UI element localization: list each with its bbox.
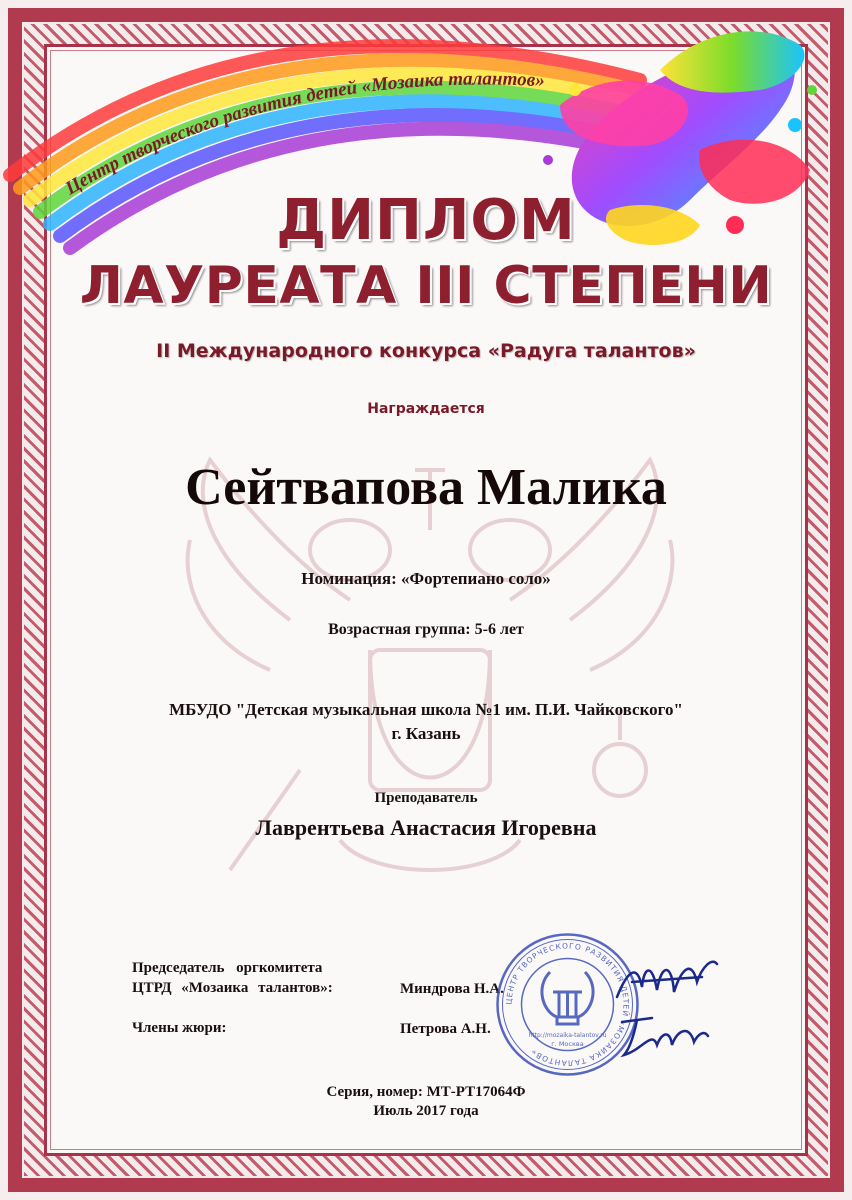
svg-text:Центр творческого развития дет (61, 69, 545, 200)
jury-name: Петрова А.Н. (400, 1021, 491, 1037)
stamp-ring-text: ЦЕНТР ТВОРЧЕСКОГО РАЗВИТИЯ ДЕТЕЙ «МОЗАИКА ТАЛАНТОВ» (504, 941, 631, 1068)
awarded-label: Награждается (367, 401, 485, 417)
issue-date: Июль 2017 года (373, 1103, 479, 1119)
lyre-icon (542, 972, 593, 1024)
contest-name: II Международного конкурса «Радуга талантов» (156, 340, 696, 362)
chair-name: Миндрова Н.А. (400, 981, 504, 997)
nomination: Номинация: «Фортепиано соло» (301, 569, 551, 588)
series-number: Серия, номер: МТ-РТ17064Ф (326, 1084, 526, 1100)
diploma-degree: ЛАУРЕАТА III СТЕПЕНИ (79, 256, 773, 316)
stamp-url: http://mozaika-talantov.ru (528, 1032, 607, 1039)
recipient-name: Сейтвапова Малика (185, 459, 667, 516)
jury-signature (612, 1010, 712, 1062)
city: г. Казань (391, 724, 461, 743)
teacher-name: Лаврентьева Анастасия Игоревна (255, 815, 597, 840)
chair-signature (612, 952, 722, 1010)
jury-label: Члены жюри: (132, 1020, 227, 1036)
teacher-label: Преподаватель (374, 790, 478, 806)
stamp-city: г. Москва (551, 1040, 584, 1048)
school-name: МБУДО "Детская музыкальная школа №1 им. П.И. Чайковского" (169, 700, 683, 719)
header-arc-textpath: Центр творческого развития детей «Мозаика талантов» (61, 68, 546, 200)
chair-label-line2: ЦТРД «Мозаика талантов»: (132, 980, 333, 996)
chair-label-line1: Председатель оргкомитета (132, 960, 323, 976)
diploma-title: ДИПЛОМ (276, 188, 576, 253)
age-group: Возрастная группа: 5-6 лет (328, 621, 524, 638)
